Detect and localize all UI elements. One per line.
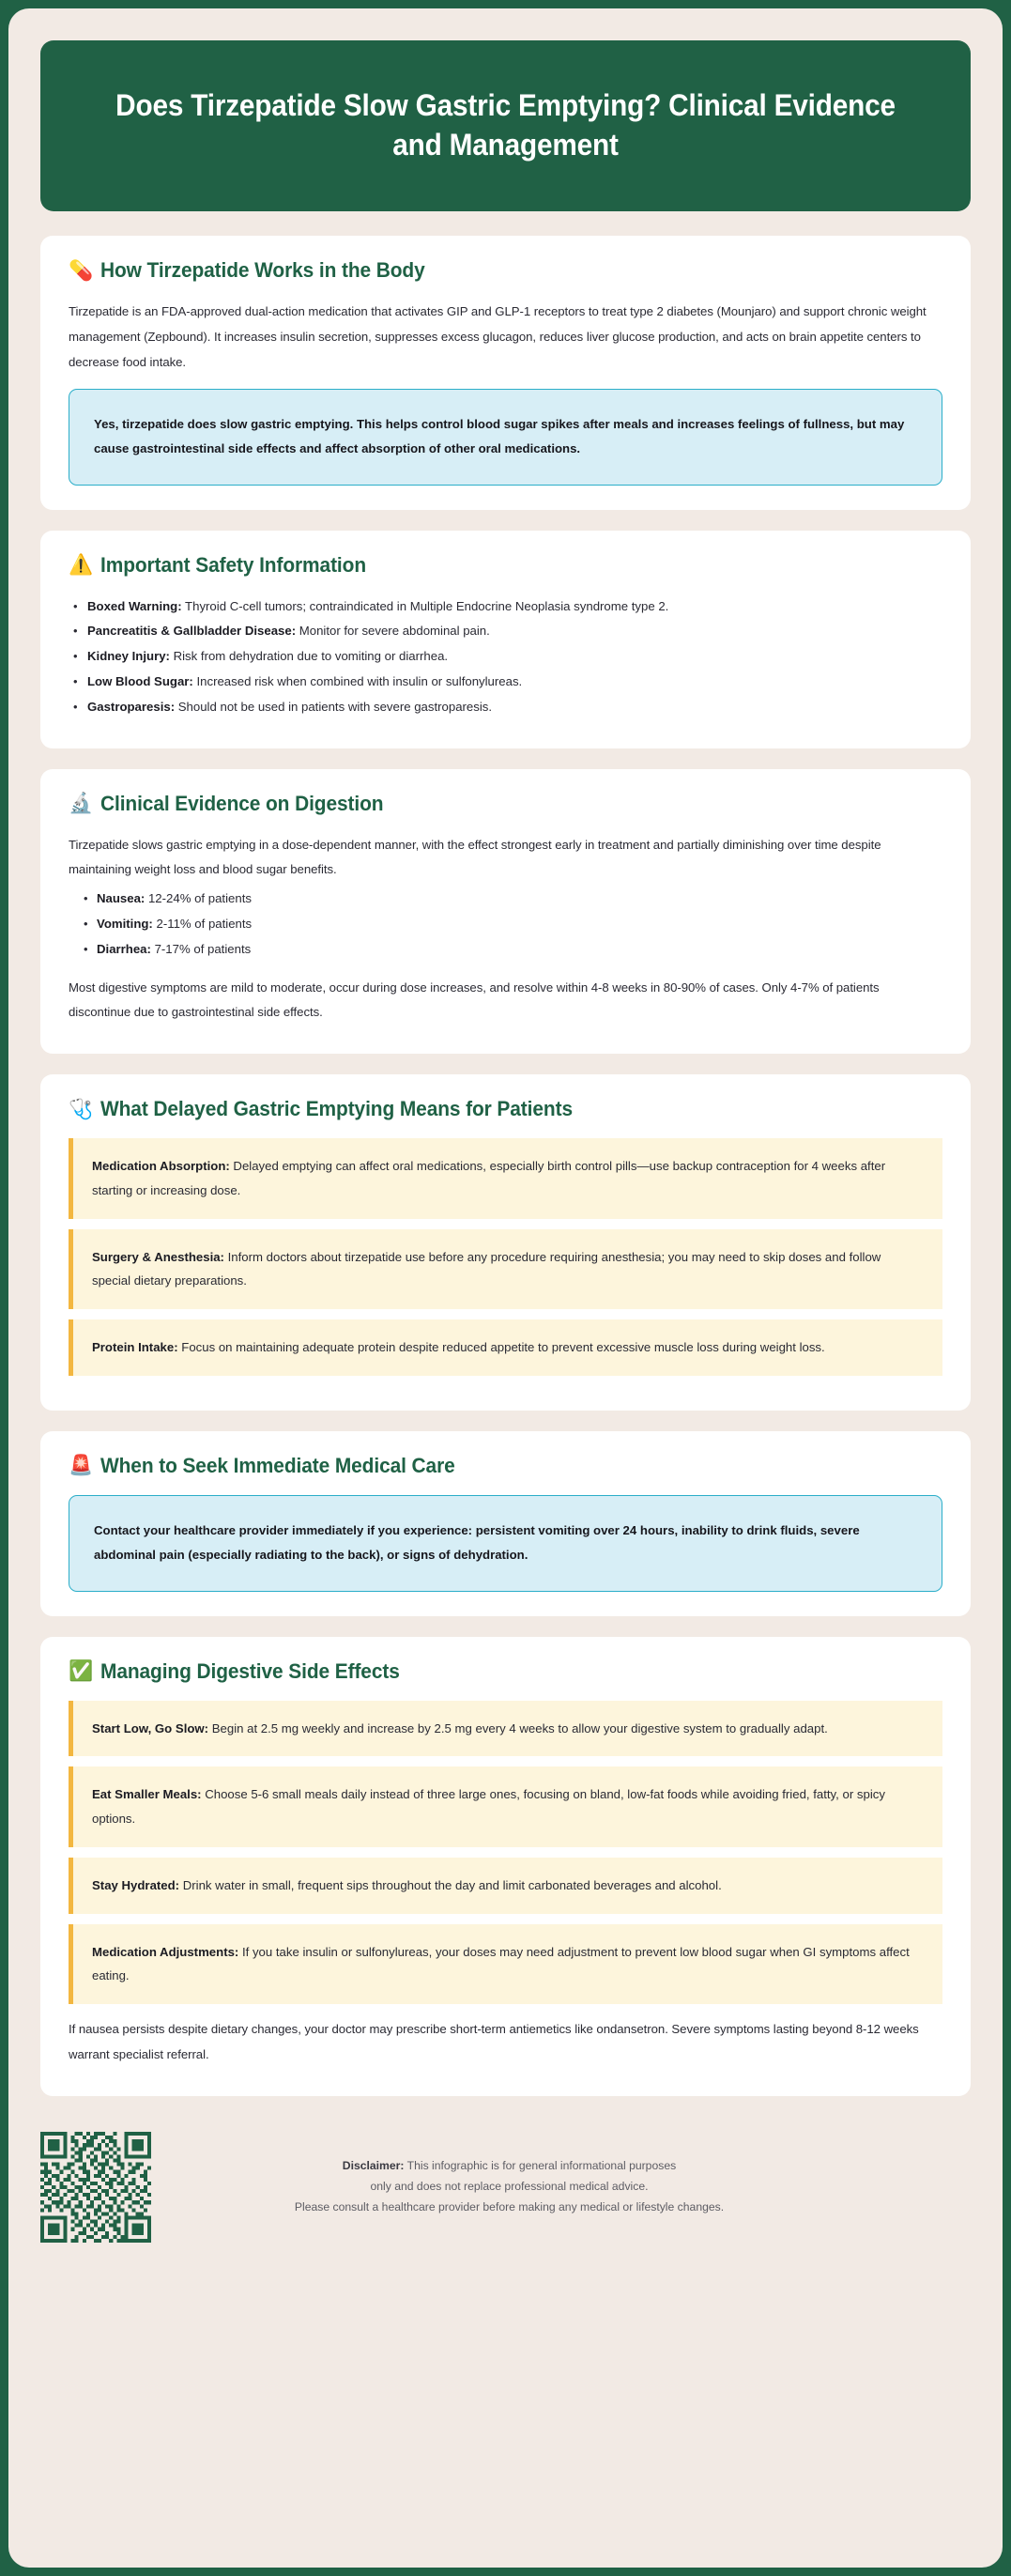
pill-icon: 💊 — [69, 259, 94, 282]
list-item — [69, 644, 942, 670]
disclaimer-line-1 — [151, 2156, 867, 2177]
list-item-label: Kidney Injury: — [87, 649, 170, 664]
tip-body: If you take insulin or sulfonylureas, your doses may need adjustment to prevent low blood sugar when GI symptoms affect eating. — [92, 1944, 910, 1983]
tip-card — [69, 1229, 942, 1309]
list-item-text: Increased risk when combined with insulin or sulfonylureas. — [192, 674, 523, 689]
list-item — [69, 670, 942, 695]
list-item — [69, 594, 942, 620]
tip-body: Drink water in small, frequent sips throughout the day and limit carbonated beverages and alcohol. — [179, 1877, 722, 1892]
tip-text — [92, 1940, 922, 1988]
list-item-label: Nausea: — [97, 891, 146, 906]
section-header — [69, 1454, 942, 1478]
list-item-label: Gastroparesis: — [87, 699, 176, 714]
tip-label: Medication Absorption: — [92, 1159, 230, 1174]
list-item — [69, 695, 942, 720]
tip-label: Medication Adjustments: — [92, 1944, 239, 1959]
list-item-text: 12-24% of patients — [145, 891, 252, 906]
list-item-text: 7-17% of patients — [150, 941, 252, 956]
section-title-clinical-evidence: Clinical Evidence on Digestion — [100, 791, 384, 815]
tip-card — [69, 1858, 942, 1914]
tip-text — [92, 1245, 922, 1293]
tip-card — [69, 1924, 942, 2004]
section-safety — [40, 531, 971, 748]
key-answer-callout — [69, 389, 942, 486]
urgent-care-callout — [69, 1495, 942, 1592]
urgent-care-text: Contact your healthcare provider immediately if you experience: persistent vomiting over 24 hours, inability to drink fluids, severe abdominal pain (especially radiating to the back), or signs of dehydration. — [94, 1522, 860, 1563]
tip-card — [69, 1138, 942, 1218]
section-title-means-for-patients: What Delayed Gastric Emptying Means for Patients — [100, 1097, 573, 1121]
list-item-text: Thyroid C-cell tumors; contraindicated in Multiple Endocrine Neoplasia syndrome type 2. — [181, 598, 669, 613]
tip-text — [92, 1874, 922, 1898]
list-item — [69, 887, 942, 912]
list-item-label: Low Blood Sugar: — [87, 674, 193, 689]
section-title-safety: Important Safety Information — [100, 552, 366, 577]
section-header — [69, 1097, 942, 1121]
tip-label: Eat Smaller Meals: — [92, 1787, 202, 1802]
tip-body: Inform doctors about tirzepatide use before any procedure requiring anesthesia; you may need to skip doses and follow special dietary preparations. — [92, 1249, 881, 1288]
section-means-for-patients — [40, 1074, 971, 1411]
tip-card — [69, 1701, 942, 1757]
evidence-outro: Most digestive symptoms are mild to moderate, occur during dose increases, and resolve within 4-8 weeks in 80-90% of cases. Only 4-7% of patients discontinue due to gastrointestinal side effects. — [69, 979, 880, 1020]
qr-code — [40, 2132, 151, 2243]
list-item — [69, 619, 942, 644]
tip-body: Begin at 2.5 mg weekly and increase by 2.5 mg every 4 weeks to allow your digestive system to gradually adapt. — [208, 1720, 828, 1735]
list-item-text: 2-11% of patients — [152, 917, 253, 932]
alarm-light-icon: 🚨 — [69, 1455, 94, 1477]
tip-label: Start Low, Go Slow: — [92, 1720, 209, 1735]
key-answer-text: Yes, tirzepatide does slow gastric emptying. This helps control blood sugar spikes after meals and increases feelings of fullness, but may cause gastrointestinal side effects and affect absorption of other oral medications. — [94, 416, 905, 456]
page-title: Does Tirzepatide Slow Gastric Emptying? Clinical Evidence and Management — [115, 88, 896, 162]
tip-label: Protein Intake: — [92, 1340, 178, 1355]
section-title-urgent-care: When to Seek Immediate Medical Care — [100, 1453, 455, 1477]
microscope-icon: 🔬 — [69, 793, 94, 815]
section-header — [69, 792, 942, 816]
title-banner — [40, 40, 971, 211]
list-item-label: Boxed Warning: — [87, 598, 182, 613]
evidence-stats-list — [69, 887, 942, 962]
section-clinical-evidence — [40, 769, 971, 1055]
infographic-inner — [8, 8, 1003, 2568]
tip-text — [92, 1335, 922, 1360]
section-managing-side-effects — [40, 1637, 971, 2096]
list-item-label: Vomiting: — [97, 917, 153, 932]
list-item-label: Pancreatitis & Gallbladder Disease: — [87, 624, 297, 639]
list-item-label: Diarrhea: — [97, 941, 151, 956]
tip-card — [69, 1766, 942, 1846]
tip-body: Focus on maintaining adequate protein despite reduced appetite to prevent excessive muscle loss during weight loss. — [177, 1340, 825, 1355]
section-header — [69, 553, 942, 578]
section-header — [69, 1659, 942, 1684]
tip-card — [69, 1319, 942, 1376]
tip-label: Surgery & Anesthesia: — [92, 1249, 224, 1264]
how-it-works-paragraph: Tirzepatide is an FDA-approved dual-action medication that activates GIP and GLP-1 receptors to treat type 2 diabetes (Mounjaro) and support chronic weight management (Zepbound). It increases insulin secretion, suppresses excess glucagon, reduces liver glucose production, and acts on brain appetite centers to decrease food intake. — [69, 304, 927, 370]
list-item-text: Should not be used in patients with severe gastroparesis. — [175, 699, 493, 714]
disclaimer-line-3: Please consult a healthcare provider before making any medical or lifestyle changes. — [294, 2199, 725, 2214]
safety-list — [69, 594, 942, 720]
list-item — [69, 937, 942, 963]
disclaimer-label: Disclaimer: — [342, 2159, 405, 2173]
disclaimer — [151, 2156, 971, 2217]
check-mark-box-icon: ✅ — [69, 1660, 94, 1683]
section-title-how-it-works: How Tirzepatide Works in the Body — [100, 258, 425, 283]
section-how-it-works — [40, 236, 971, 509]
disclaimer-line-2: only and does not replace professional medical advice. — [370, 2179, 649, 2193]
managing-outro: If nausea persists despite dietary changes, your doctor may prescribe short-term antiemetics like ondansetron. Severe symptoms lasting beyond 8-12 weeks warrant specialist referral. — [69, 2022, 919, 2061]
tip-body: Delayed emptying can affect oral medications, especially birth control pills—use backup contraception for 4 weeks after starting or increasing dose. — [92, 1159, 886, 1197]
tip-label: Stay Hydrated: — [92, 1877, 180, 1892]
list-item — [69, 912, 942, 937]
tip-text — [92, 1782, 922, 1830]
warning-triangle-icon: ⚠️ — [69, 554, 94, 577]
list-item-text: Monitor for severe abdominal pain. — [296, 624, 490, 639]
disclaimer-text-1: This infographic is for general informational purposes — [404, 2159, 677, 2173]
stethoscope-icon: 🩺 — [69, 1098, 94, 1120]
tip-body: Choose 5-6 small meals daily instead of three large ones, focusing on bland, low-fat foods while avoiding fried, fatty, or spicy options. — [92, 1787, 885, 1827]
section-header — [69, 258, 942, 283]
footer — [40, 2126, 971, 2244]
section-urgent-care — [40, 1431, 971, 1616]
tip-text — [92, 1717, 922, 1741]
evidence-intro: Tirzepatide slows gastric emptying in a dose-dependent manner, with the effect strongest early in treatment and partially diminishing over time despite maintaining weight loss and blood sugar benefits. — [69, 837, 881, 877]
section-title-managing: Managing Digestive Side Effects — [100, 1658, 400, 1683]
tip-text — [92, 1154, 922, 1202]
list-item-text: Risk from dehydration due to vomiting or diarrhea. — [169, 649, 449, 664]
